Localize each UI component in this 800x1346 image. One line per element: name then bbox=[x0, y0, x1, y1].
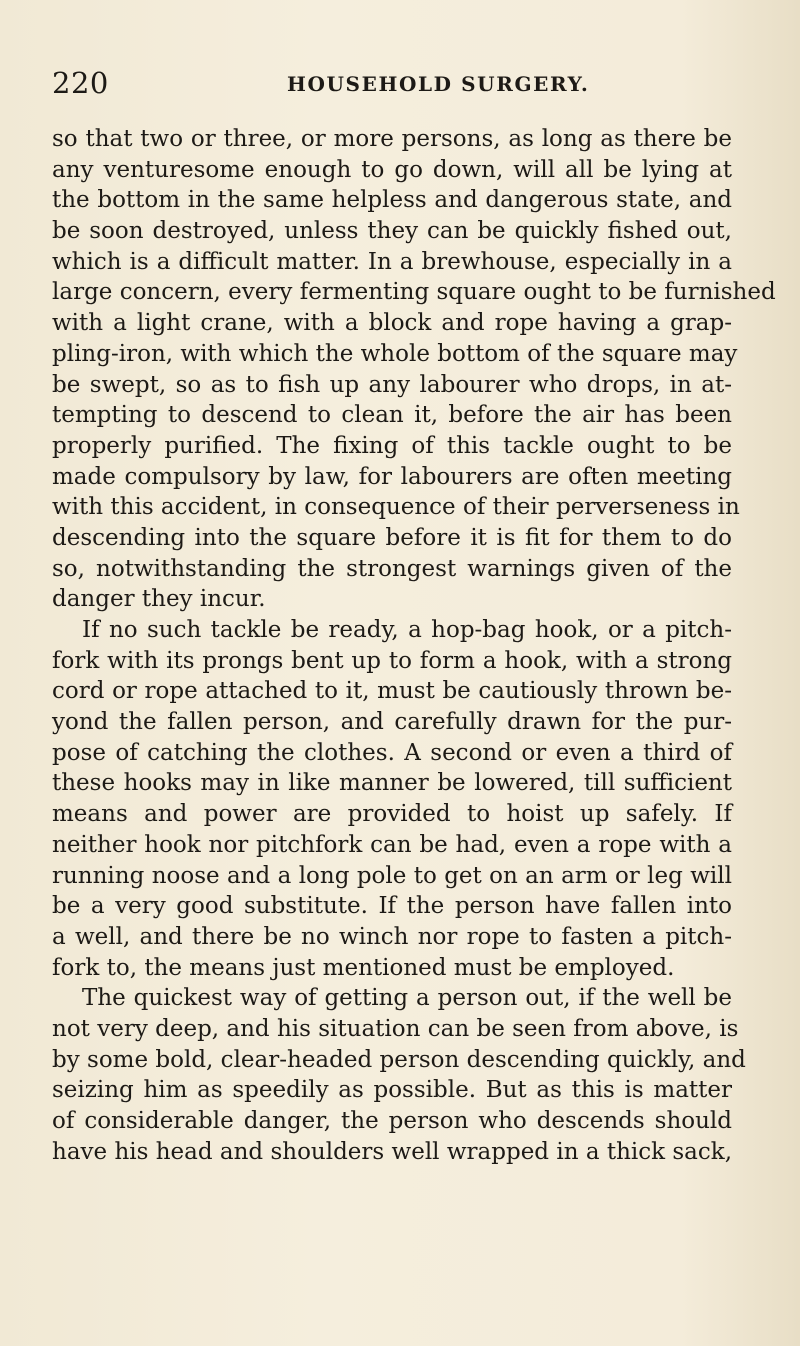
text-line: If no such tackle be ready, a hop-bag hook, or a pitch- bbox=[82, 617, 732, 643]
page-number: 220 bbox=[52, 66, 109, 100]
text-line: The quickest way of getting a person out, if the well be bbox=[82, 985, 732, 1012]
text-line: with a light crane, with a block and rope having a grap- bbox=[52, 310, 732, 337]
text-line: be soon destroyed, unless they can be quickly fished out, bbox=[52, 218, 732, 245]
text-line: by some bold, clear-headed person descending quickly, and bbox=[52, 1046, 746, 1073]
text-line: neither hook nor pitchfork can be had, even a rope with a bbox=[52, 831, 732, 858]
text-line: any venturesome enough to go down, will all be lying at bbox=[52, 156, 732, 183]
text-line: danger they incur. bbox=[52, 586, 266, 613]
text-line: made compulsory by law, for labourers are often meeting bbox=[52, 463, 732, 490]
text-line: with this accident, in consequence of their perverseness in bbox=[52, 494, 740, 521]
text-line: properly purified. The fixing of this tackle ought to be bbox=[52, 432, 732, 459]
text-line: which is a difficult matter. In a brewhouse, especially in a bbox=[52, 248, 732, 275]
text-line: large concern, every fermenting square ought to be furnished bbox=[52, 279, 776, 306]
text-line: running noose and a long pole to get on an arm or leg will bbox=[52, 862, 732, 889]
text-line: not very deep, and his situation can be seen from above, is bbox=[52, 1015, 739, 1042]
text-line: means and power are provided to hoist up safely. If bbox=[52, 801, 732, 828]
text-line: these hooks may in like manner be lowered, till sufficient bbox=[52, 770, 732, 797]
text-line: so, notwithstanding the strongest warnings given of the bbox=[52, 555, 732, 582]
text-line: of considerable danger, the person who descends should bbox=[52, 1108, 732, 1134]
text-line: descending into the square before it is fit for them to do bbox=[52, 524, 732, 551]
page-header bbox=[52, 66, 728, 106]
text-line: have his head and shoulders well wrapped in a thick sack, bbox=[52, 1138, 733, 1165]
text-line: pose of catching the clothes. A second or even a third of bbox=[52, 739, 732, 766]
text-line: yond the fallen person, and carefully drawn for the pur- bbox=[52, 709, 732, 736]
text-line: be swept, so as to fish up any labourer who drops, in at- bbox=[52, 371, 732, 398]
text-line: the bottom in the same helpless and dangerous state, and bbox=[52, 187, 732, 214]
text-line: tempting to descend to clean it, before the air has been bbox=[52, 402, 732, 429]
text-line: fork to, the means just mentioned must be employed. bbox=[52, 954, 675, 981]
text-line: pling-iron, with which the whole bottom of the square may bbox=[52, 340, 738, 367]
body-text bbox=[52, 124, 776, 1167]
text-line: be a very good substitute. If the person have fallen into bbox=[52, 893, 732, 920]
text-line: cord or rope attached to it, must be cautiously thrown be- bbox=[52, 678, 732, 705]
text-line: fork with its prongs bent up to form a hook, with a strong bbox=[52, 647, 732, 674]
text-line: seizing him as speedily as possible. But as this is matter bbox=[52, 1077, 732, 1104]
text-line: so that two or three, or more persons, as long as there be bbox=[52, 126, 732, 152]
text-line: a well, and there be no winch nor rope to fasten a pitch- bbox=[52, 923, 732, 950]
running-head: HOUSEHOLD SURGERY. bbox=[287, 72, 590, 96]
